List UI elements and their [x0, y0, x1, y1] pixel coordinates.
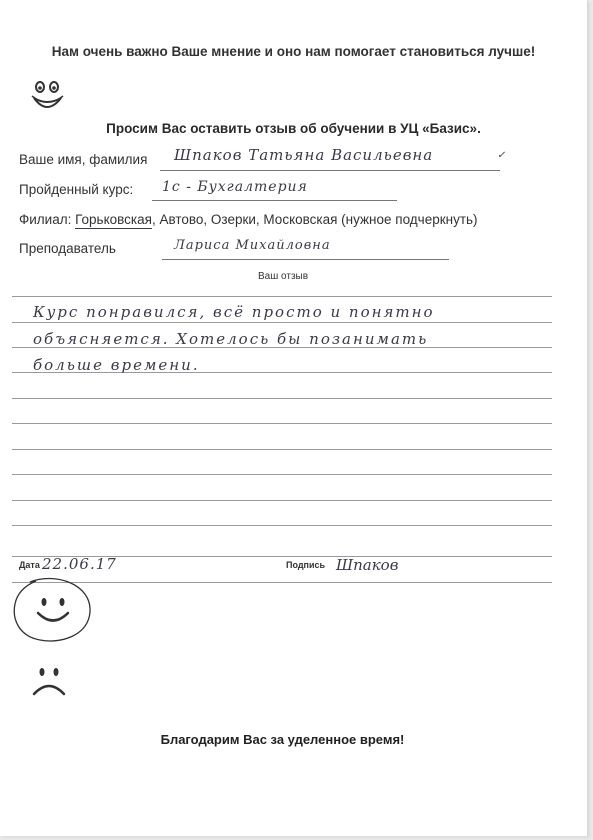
review-line	[12, 500, 552, 501]
review-line	[12, 296, 552, 297]
review-line	[12, 449, 552, 450]
page-title: Нам очень важно Ваше мнение и оно нам помогает становиться лучше!	[51, 44, 536, 59]
branch-field	[19, 212, 478, 227]
review-line	[12, 398, 552, 399]
review-line	[12, 423, 552, 424]
name-line	[160, 170, 500, 171]
name-label: Ваше имя, фамилия	[19, 152, 148, 167]
review-text-line[interactable]: Курс понравился, всё просто и понятно	[33, 303, 435, 321]
sad-face-icon[interactable]	[26, 660, 70, 700]
thanks-message: Благодарим Вас за уделенное время!	[160, 732, 405, 747]
check-mark: ✓	[497, 150, 507, 161]
review-line	[12, 474, 552, 475]
signature-label: Подпись	[286, 560, 326, 570]
review-text-line[interactable]: больше времени.	[33, 356, 200, 374]
smiley-face-icon[interactable]	[10, 574, 96, 646]
review-label: Ваш отзыв	[258, 271, 309, 282]
branch-option-rest: , Автово, Озерки, Московская (нужное подчеркнуть)	[151, 212, 478, 227]
review-line	[12, 322, 552, 323]
course-label: Пройденный курс:	[19, 182, 134, 197]
date-value[interactable]: 22.06.17	[42, 555, 117, 573]
name-value[interactable]: Шпаков Татьяна Васильевна	[174, 146, 434, 164]
branch-option-selected[interactable]: Горьковская	[75, 212, 152, 227]
course-line	[152, 200, 397, 201]
form-subtitle: Просим Вас оставить отзыв об обучении в УЦ «Базис».	[106, 121, 481, 136]
branch-label: Филиал:	[19, 212, 72, 227]
review-text-line[interactable]: объясняется. Хотелось бы позанимать	[33, 330, 429, 348]
happy-face-icon	[28, 72, 68, 122]
signature[interactable]: Шпаков	[336, 556, 399, 574]
teacher-value[interactable]: Лариса Михайловна	[174, 238, 331, 253]
review-line	[12, 525, 552, 526]
date-label: Дата	[19, 560, 40, 570]
teacher-line	[162, 259, 449, 260]
course-value[interactable]: 1с - Бухгалтерия	[162, 179, 308, 195]
teacher-label: Преподаватель	[19, 241, 116, 256]
